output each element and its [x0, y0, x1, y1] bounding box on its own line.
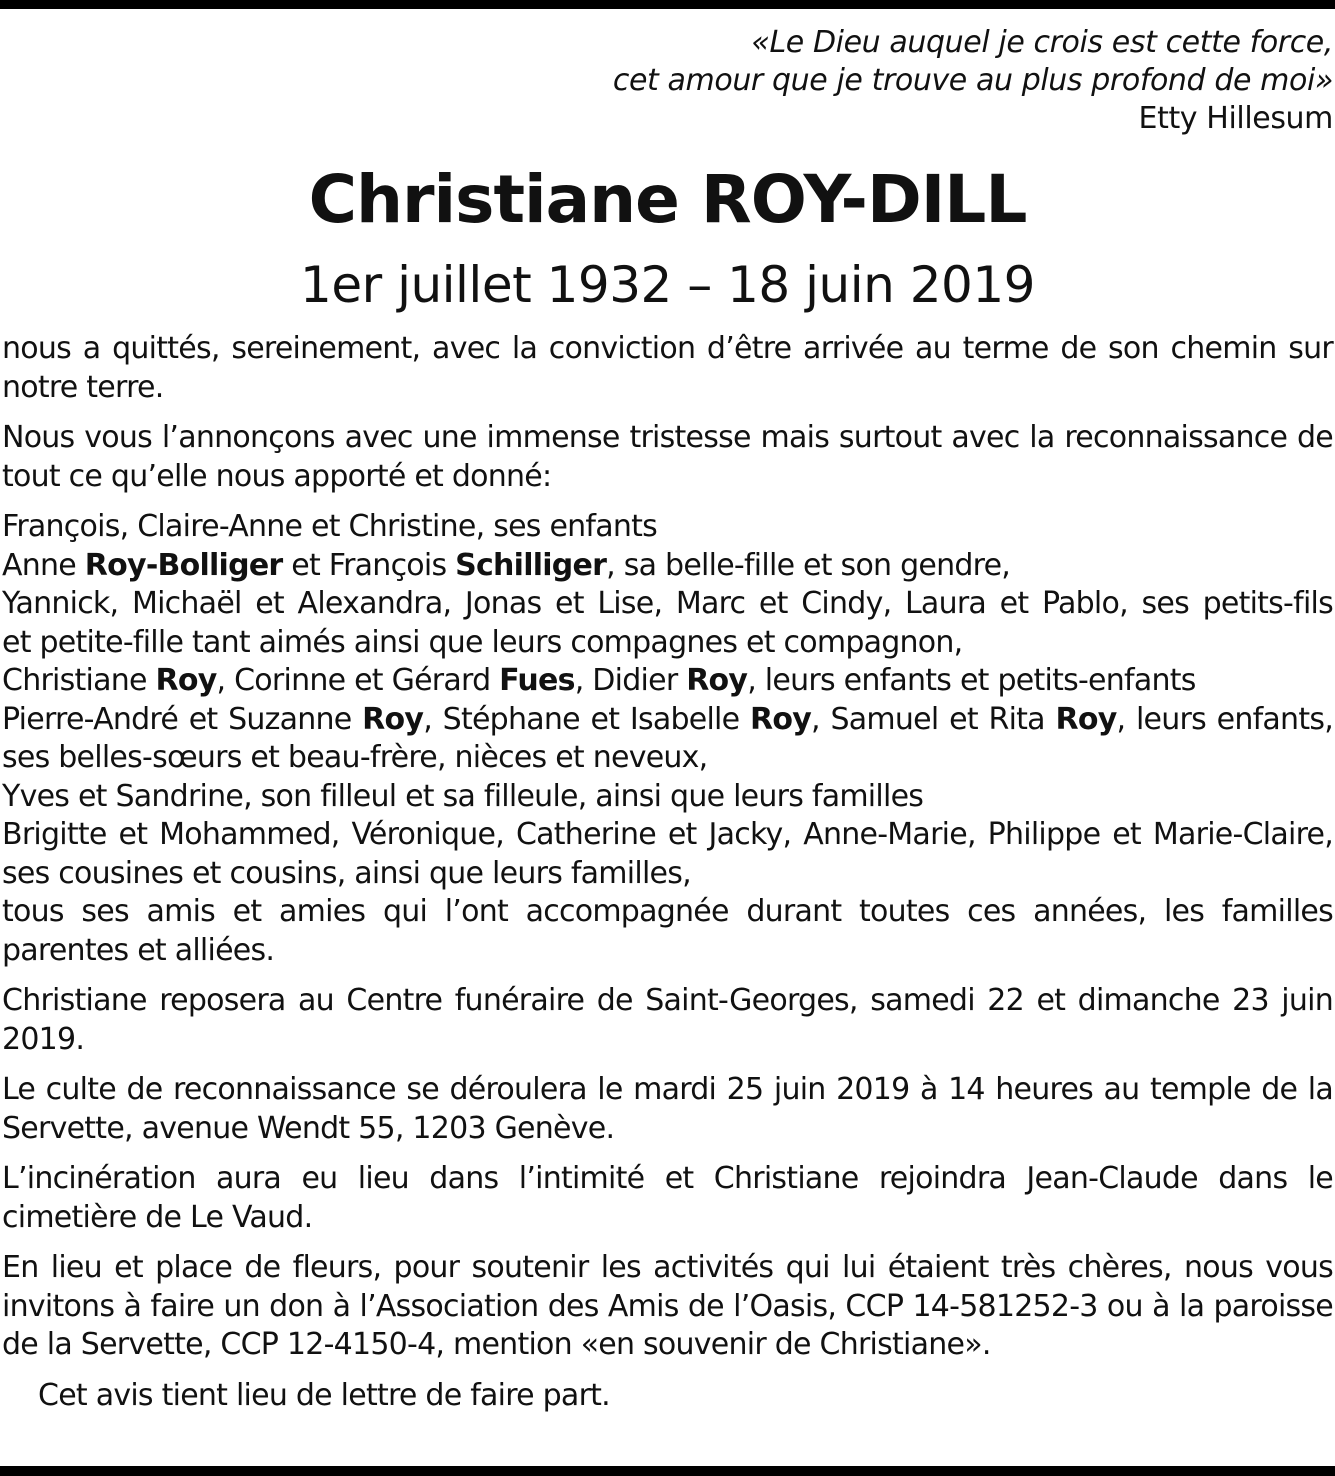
inlaws-surname-1: Roy-Bolliger — [84, 547, 283, 583]
roy-surname-3: Roy — [1055, 701, 1117, 737]
cremation-paragraph: L’incinération aura eu lieu dans l’intimité et Christiane rejoindra Jean-Claude dans le cimetière de Le Vaud. — [2, 1161, 1333, 1235]
inlaws-surname-2: Schilliger — [455, 547, 607, 583]
roy-text-1: Pierre-André et Suzanne — [2, 701, 363, 737]
inlaws-text-1: Anne — [2, 547, 85, 583]
service-paragraph: Le culte de reconnaissance se déroulera le mardi 25 juin 2019 à 14 heures au temple de la Servette, avenue Wendt 55, 1203 Genève. — [2, 1072, 1333, 1146]
quote-line-1: «Le Dieu auquel je crois est cette force, — [751, 25, 1333, 60]
announcement-paragraph: Nous vous l’annonçons avec une immense tristesse mais surtout avec la reconnaissance de tout ce qu’elle nous apporté et donné: — [2, 420, 1333, 494]
closing-line: Cet avis tient lieu de lettre de faire part. — [38, 1377, 610, 1413]
siblings-text-4: , leurs enfants et petits-enfants — [747, 663, 1196, 698]
donation-paragraph: En lieu et place de fleurs, pour soutenir les activités qui lui étaient très chères, nous vous invitons à faire un don à l’Association des Amis de l’Oasis, CCP 14-581252-3 ou à la paroisse de la Servette, CCP 12-4150-4, mention «en souvenir de Christiane». — [2, 1250, 1333, 1362]
family-grandchildren-line-1: Yannick, Michaël et Alexandra, Jonas et Lise, Marc et Cindy, Laura et Pablo, ses petits-fils — [2, 586, 1333, 621]
family-grandchildren-line-2: et petite-fille tant aimés ainsi que leurs compagnes et compagnon, — [2, 624, 963, 660]
rest-paragraph: Christiane reposera au Centre funéraire de Saint-Georges, samedi 22 et dimanche 23 juin 2019. — [2, 983, 1333, 1057]
family-cousins-line-2: ses cousines et cousins, ainsi que leurs familles, — [2, 855, 691, 891]
siblings-text-1: Christiane — [2, 663, 156, 698]
bottom-border-rule — [0, 1466, 1335, 1476]
epigraph-quote — [613, 24, 1333, 138]
siblings-surname-1: Roy — [155, 663, 217, 698]
deceased-name: Christiane ROY-DILL — [308, 161, 1027, 238]
roy-text-4: , leurs enfants, — [1116, 701, 1333, 737]
siblings-surname-2: Fues — [499, 663, 575, 698]
family-roy-relatives — [2, 701, 1333, 740]
roy-surname-2: Roy — [750, 701, 812, 737]
family-inlaws — [2, 547, 1333, 586]
family-siblings — [2, 662, 1333, 701]
family-friends: tous ses amis et amies qui l’ont accompagnée durant toutes ces années, les familles parentes et alliées. — [2, 894, 1333, 968]
siblings-text-3: , Didier — [574, 663, 687, 698]
family-list — [2, 508, 1333, 970]
roy-text-2: , Stéphane et Isabelle — [423, 701, 751, 737]
siblings-surname-3: Roy — [686, 663, 748, 698]
family-godchildren: Yves et Sandrine, son filleul et sa filleule, ainsi que leurs familles — [2, 778, 924, 814]
life-dates: 1er juillet 1932 – 18 juin 2019 — [300, 256, 1035, 314]
roy-surname-1: Roy — [362, 701, 424, 737]
notice-body — [2, 330, 1333, 1415]
family-cousins-line-1: Brigitte et Mohammed, Véronique, Catherine et Jacky, Anne-Marie, Philippe et Marie-Claire, — [2, 817, 1333, 852]
quote-author: Etty Hillesum — [1138, 101, 1333, 136]
inlaws-text-3: , sa belle-fille et son gendre, — [606, 547, 1011, 583]
family-sisters-in-law: ses belles-sœurs et beau-frère, nièces et neveux, — [2, 740, 708, 775]
siblings-text-2: , Corinne et Gérard — [216, 663, 500, 698]
family-children: François, Claire-Anne et Christine, ses enfants — [2, 509, 658, 544]
roy-text-3: , Samuel et Rita — [811, 701, 1056, 737]
inlaws-text-2: et François — [282, 547, 456, 583]
top-border-rule — [0, 0, 1335, 9]
intro-paragraph: nous a quittés, sereinement, avec la conviction d’être arrivée au terme de son chemin sur notre terre. — [2, 331, 1333, 405]
quote-line-2: cet amour que je trouve au plus profond de moi» — [612, 63, 1333, 98]
